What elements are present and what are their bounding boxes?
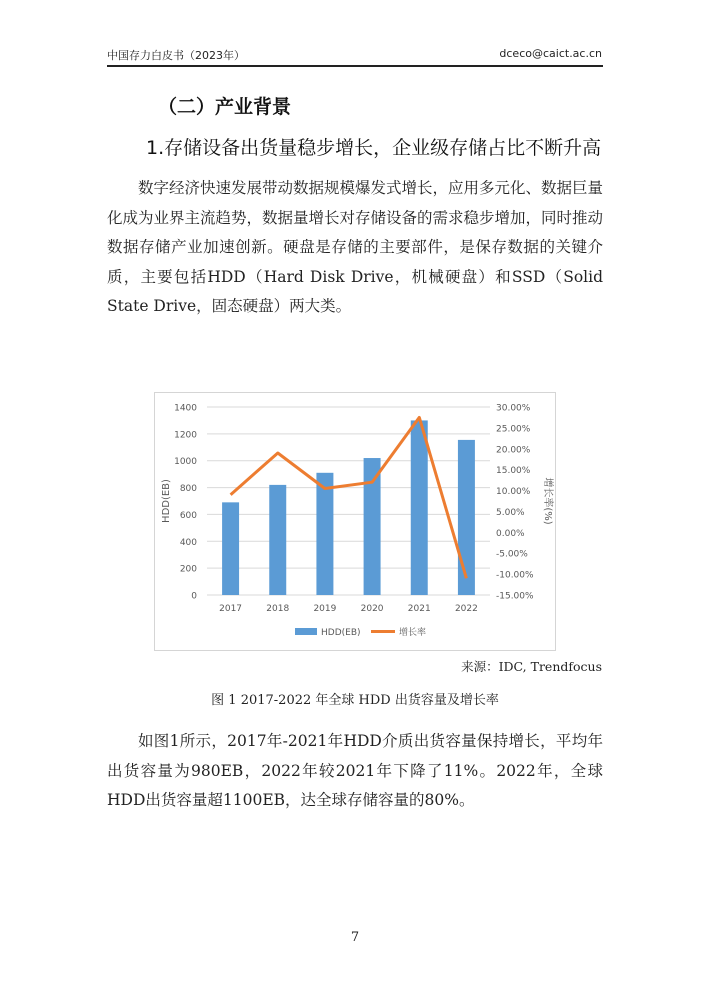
chart-source: 来源：IDC, Trendfocus xyxy=(461,659,602,674)
growth-rate-line xyxy=(231,417,467,578)
legend-label-line: 增长率 xyxy=(399,628,427,638)
y-axis-label-right: 增长率(%) xyxy=(542,477,553,525)
body-paragraph-1: 数字经济快速发展带动数据规模爆发式增长，应用多元化、数据巨量化成为业界主流趋势，数据量增长对存储设备的需求稳步增加，同时推动数据存储产业加速创新。硬盘是存储的主要部件，是保存数据的关键介质，主要包括HDD（Hard Disk Drive，机械硬盘）和SSD（Solid State Drive，固态硬盘）两大类。 xyxy=(107,179,604,315)
y-tick-label-left: 400 xyxy=(179,537,197,548)
y-axis-label-left: HDD(EB) xyxy=(161,479,172,523)
y-tick-label-left: 1400 xyxy=(174,403,197,414)
figure-caption: 图 1 2017-2022 年全球 HDD 出货容量及增长率 xyxy=(211,693,499,708)
chart-container xyxy=(154,392,556,651)
y-tick-label-left: 0 xyxy=(191,591,197,602)
y-tick-label-left: 200 xyxy=(179,564,197,575)
subsection-heading: 1.存储设备出货量稳步增长，企业级存储占比不断升高 xyxy=(146,137,602,159)
y-tick-label-right: -15.00% xyxy=(496,591,534,602)
header-title: 中国存力白皮书（2023年） xyxy=(107,49,245,62)
y-tick-label-left: 1000 xyxy=(174,457,197,468)
x-tick-label: 2019 xyxy=(313,604,337,614)
page-number: 7 xyxy=(350,930,360,945)
y-tick-label-right: -10.00% xyxy=(496,570,534,581)
y-tick-label-right: -5.00% xyxy=(496,549,528,560)
x-tick-label: 2017 xyxy=(219,604,243,614)
x-tick-label: 2021 xyxy=(407,604,431,614)
hdd-chart xyxy=(155,393,555,650)
legend-swatch-bar xyxy=(295,628,317,635)
legend-label-bar: HDD(EB) xyxy=(321,628,361,638)
y-tick-label-right: 25.00% xyxy=(496,424,531,435)
y-tick-label-right: 0.00% xyxy=(496,528,525,539)
y-tick-label-left: 1200 xyxy=(174,430,197,441)
bar xyxy=(316,473,333,595)
y-tick-label-left: 800 xyxy=(179,484,197,495)
section-heading: （二）产业背景 xyxy=(158,96,292,118)
bar xyxy=(222,502,239,595)
x-tick-label: 2018 xyxy=(266,604,290,614)
bar xyxy=(364,458,381,595)
x-tick-label: 2022 xyxy=(454,604,478,614)
y-tick-label-right: 20.00% xyxy=(496,445,531,456)
header-divider xyxy=(107,65,603,67)
bar xyxy=(458,440,475,595)
header-email: dceco@caict.ac.cn xyxy=(499,47,602,60)
y-tick-label-right: 10.00% xyxy=(496,487,531,498)
x-tick-label: 2020 xyxy=(360,604,384,614)
y-tick-label-left: 600 xyxy=(179,510,197,521)
bar xyxy=(411,420,428,595)
bar xyxy=(269,485,286,595)
y-tick-label-right: 15.00% xyxy=(496,466,531,477)
body-paragraph-2: 如图1所示，2017年-2021年HDD介质出货容量保持增长，平均年出货容量为980EB，2022年较2021年下降了11%。2022年，全球HDD出货容量超1100EB，达全球存储容量的80%。 xyxy=(107,732,603,809)
y-tick-label-right: 5.00% xyxy=(496,507,525,518)
y-tick-label-right: 30.00% xyxy=(496,403,531,414)
